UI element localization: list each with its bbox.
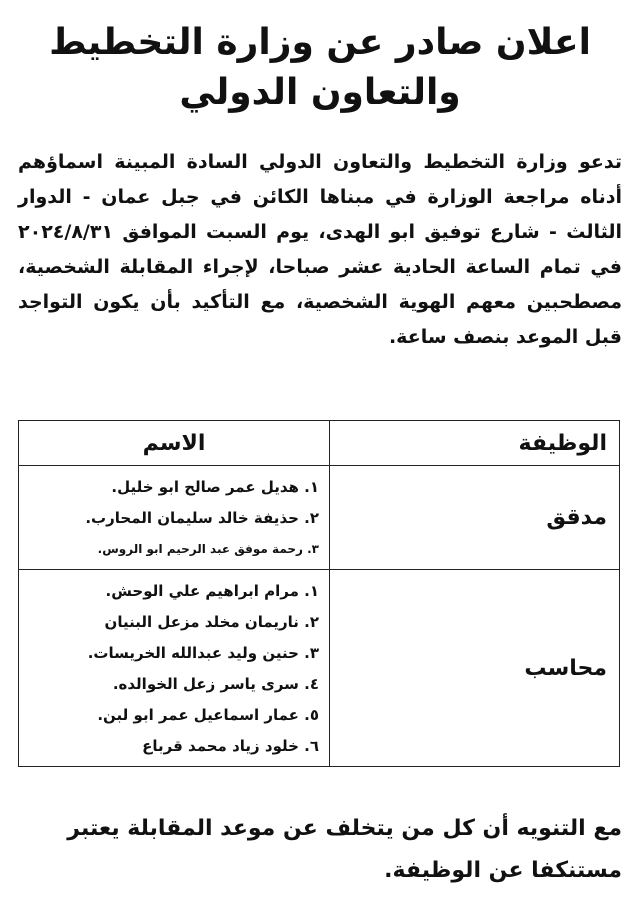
list-item: ١. مرام ابراهيم علي الوحش. — [105, 582, 319, 600]
candidates-table — [18, 420, 620, 767]
list-item: ٢. حذيفة خالد سليمان المحارب. — [85, 509, 319, 527]
job-column-header: الوظيفة — [330, 421, 620, 466]
job-cell-auditor: مدقق — [330, 466, 620, 570]
title-line-2: والتعاون الدولي — [179, 72, 461, 113]
names-list — [25, 576, 319, 762]
announcement-title — [20, 18, 620, 118]
list-item: ٣. حنين وليد عبدالله الخريسات. — [87, 644, 319, 662]
title-line-1: اعلان صادر عن وزارة التخطيط — [49, 22, 591, 63]
names-list — [25, 472, 319, 565]
announcement-body: تدعو وزارة التخطيط والتعاون الدولي السادة المبينة اسماؤهم أدناه مراجعة الوزارة في مبناها الكائن في جبل عمان - الدوار الثالث - شارع توفيق ابو الهدى، يوم السبت الموافق ٢٠٢٤/٨/٣١ في تمام الساعة الحادية عشر صباحا، لإجراء المقابلة الشخصية، مصطحبين معهم الهوية الشخصية، مع التأكيد بأن يكون التواجد قبل الموعد بنصف ساعة. — [18, 151, 622, 348]
job-cell-accountant: محاسب — [330, 570, 620, 767]
names-cell-accountant — [19, 570, 330, 767]
announcement-footer-note: مع التنويه أن كل من يتخلف عن موعد المقابلة يعتبر مستنكفا عن الوظيفة. — [67, 816, 622, 883]
table-header-row — [19, 421, 620, 466]
name-column-header: الاسم — [19, 421, 330, 466]
list-item: ٤. سرى ياسر زعل الخوالده. — [112, 675, 319, 693]
list-item: ٣. رحمة موفق عبد الرحيم ابو الروس. — [97, 542, 319, 556]
table-row — [19, 466, 620, 570]
list-item: ٢. ناريمان مخلد مزعل البنيان — [104, 613, 319, 631]
names-cell-auditor — [19, 466, 330, 570]
list-item: ١. هديل عمر صالح ابو خليل. — [111, 478, 319, 496]
table-row — [19, 570, 620, 767]
list-item: ٦. خلود زياد محمد قرباع — [142, 737, 319, 755]
list-item: ٥. عمار اسماعيل عمر ابو لبن. — [97, 706, 319, 724]
